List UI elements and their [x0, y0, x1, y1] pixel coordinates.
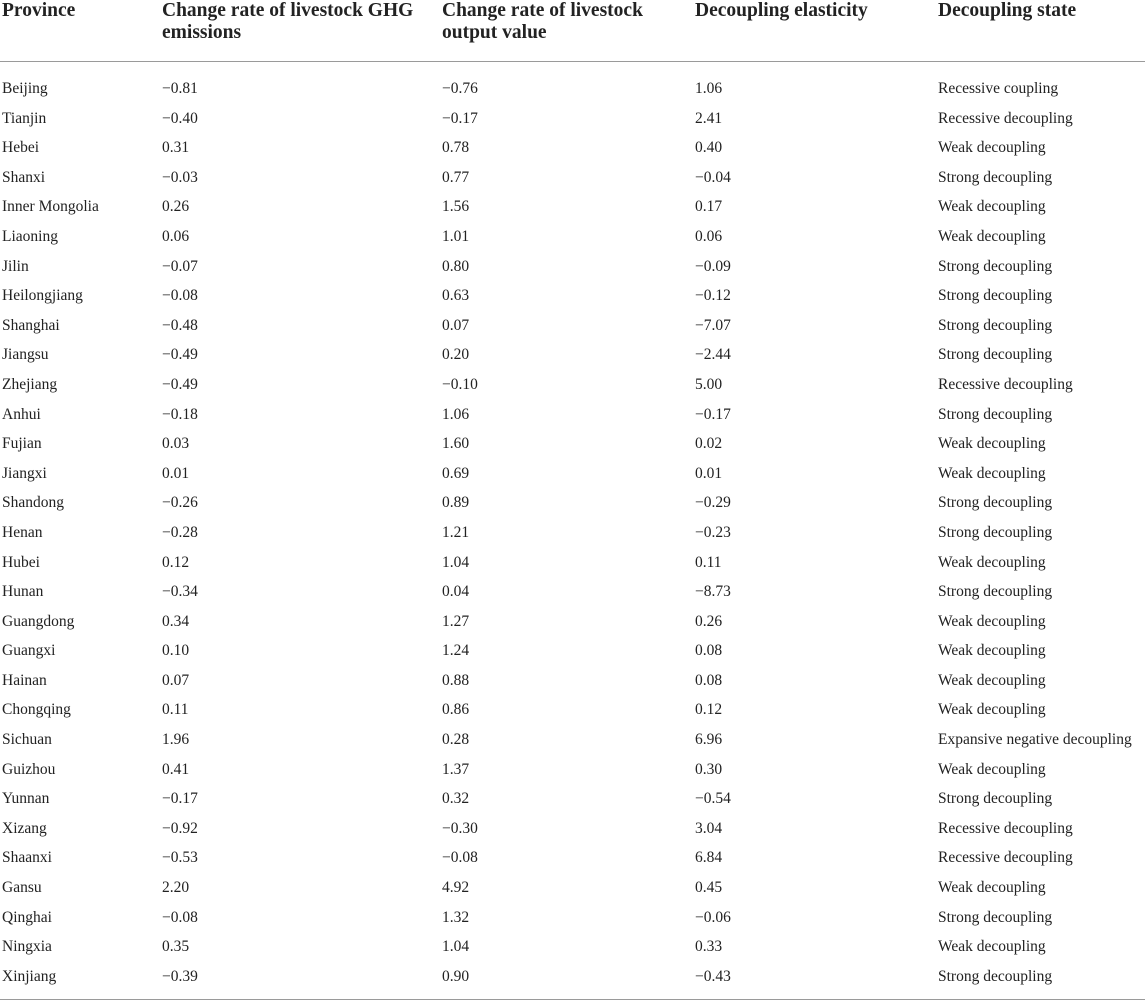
table-row — [0, 843, 1145, 873]
province-cell: Guizhou — [2, 760, 56, 778]
province-cell: Jiangsu — [2, 346, 49, 364]
decoupling-elasticity-cell: −0.09 — [695, 257, 731, 275]
decoupling-elasticity-cell: 5.00 — [695, 375, 723, 393]
province-cell: Guangdong — [2, 612, 75, 630]
decoupling-state-cell: Strong decoupling — [938, 583, 1053, 601]
table-row — [0, 577, 1145, 607]
ghg-change-rate-cell: −0.08 — [162, 287, 198, 305]
decoupling-state-cell: Weak decoupling — [938, 671, 1046, 689]
decoupling-elasticity-cell: 3.04 — [695, 819, 723, 837]
decoupling-elasticity-cell: −0.12 — [695, 287, 731, 305]
decoupling-state-cell: Strong decoupling — [938, 494, 1053, 512]
decoupling-state-cell: Weak decoupling — [938, 435, 1046, 453]
decoupling-state-cell: Weak decoupling — [938, 642, 1046, 660]
ghg-change-rate-cell: 0.35 — [162, 938, 190, 956]
ghg-change-rate-cell: −0.28 — [162, 523, 198, 541]
decoupling-elasticity-cell: 1.06 — [695, 80, 723, 97]
decoupling-elasticity-cell: −8.73 — [695, 583, 731, 601]
decoupling-state-cell: Strong decoupling — [938, 523, 1053, 541]
output-change-rate-cell: 0.88 — [442, 671, 470, 689]
decoupling-elasticity-cell: −0.29 — [695, 494, 731, 512]
province-cell: Inner Mongolia — [2, 198, 99, 216]
output-change-rate-cell: 0.69 — [442, 464, 470, 482]
ghg-change-rate-cell: −0.03 — [162, 168, 198, 186]
table-row — [0, 429, 1145, 459]
province-cell: Shanxi — [2, 168, 46, 186]
table-row — [0, 903, 1145, 933]
decoupling-state-cell: Weak decoupling — [938, 879, 1046, 897]
header-output-change-rate: Change rate of livestock output value — [442, 0, 695, 62]
province-cell: Anhui — [2, 405, 41, 423]
table-row — [0, 163, 1145, 193]
decoupling-elasticity-cell: −2.44 — [695, 346, 731, 364]
province-cell: Hunan — [2, 583, 44, 601]
output-change-rate-cell: 0.77 — [442, 168, 470, 186]
table-row — [0, 518, 1145, 548]
output-change-rate-cell: 0.90 — [442, 967, 470, 985]
table-row — [0, 192, 1145, 222]
output-change-rate-cell: 1.04 — [442, 938, 470, 956]
decoupling-elasticity-cell: 0.17 — [695, 198, 723, 216]
ghg-change-rate-cell: −0.53 — [162, 849, 198, 867]
decoupling-elasticity-cell: −0.17 — [695, 405, 731, 423]
table-row — [0, 755, 1145, 785]
output-change-rate-cell: 4.92 — [442, 879, 470, 897]
decoupling-elasticity-cell: −0.43 — [695, 967, 731, 985]
province-cell: Liaoning — [2, 227, 58, 245]
province-cell: Jiangxi — [2, 464, 47, 482]
table-row — [0, 814, 1145, 844]
output-change-rate-cell: 0.28 — [442, 731, 470, 749]
output-change-rate-cell: 1.32 — [442, 908, 470, 926]
province-cell: Jilin — [2, 257, 29, 275]
province-cell: Sichuan — [2, 731, 52, 749]
output-change-rate-cell: −0.76 — [442, 80, 478, 97]
decoupling-elasticity-cell: 0.08 — [695, 642, 723, 660]
output-change-rate-cell: 0.89 — [442, 494, 470, 512]
decoupling-elasticity-cell: 0.26 — [695, 612, 723, 630]
province-cell: Shanghai — [2, 316, 60, 334]
ghg-change-rate-cell: 0.01 — [162, 464, 190, 482]
output-change-rate-cell: 0.63 — [442, 287, 470, 305]
ghg-change-rate-cell: 0.06 — [162, 227, 190, 245]
province-cell: Shandong — [2, 494, 64, 512]
output-change-rate-cell: 1.56 — [442, 198, 470, 216]
header-ghg-change-rate: Change rate of livestock GHG emissions — [162, 0, 442, 62]
decoupling-elasticity-cell: 0.08 — [695, 671, 723, 689]
decoupling-elasticity-cell: 0.40 — [695, 139, 723, 157]
decoupling-state-cell: Recessive coupling — [938, 80, 1059, 97]
output-change-rate-cell: 1.37 — [442, 760, 470, 778]
output-change-rate-cell: 1.01 — [442, 227, 470, 245]
decoupling-elasticity-cell: 2.41 — [695, 109, 723, 127]
ghg-change-rate-cell: 1.96 — [162, 731, 190, 749]
ghg-change-rate-cell: −0.08 — [162, 908, 198, 926]
table-header-row — [0, 0, 1145, 62]
decoupling-state-cell: Strong decoupling — [938, 967, 1053, 985]
province-cell: Henan — [2, 523, 43, 541]
decoupling-elasticity-cell: 0.33 — [695, 938, 723, 956]
table-row — [0, 548, 1145, 578]
table-row — [0, 932, 1145, 962]
province-cell: Heilongjiang — [2, 287, 83, 305]
table-row — [0, 636, 1145, 666]
table-row — [0, 607, 1145, 637]
ghg-change-rate-cell: 0.07 — [162, 671, 190, 689]
province-cell: Beijing — [2, 80, 48, 97]
decoupling-state-cell: Strong decoupling — [938, 287, 1053, 305]
decoupling-state-cell: Weak decoupling — [938, 553, 1046, 571]
output-change-rate-cell: −0.17 — [442, 109, 478, 127]
decoupling-state-cell: Expansive negative decoupling — [938, 731, 1132, 749]
decoupling-state-cell: Recessive decoupling — [938, 109, 1073, 127]
decoupling-state-cell: Weak decoupling — [938, 198, 1046, 216]
ghg-change-rate-cell: −0.34 — [162, 583, 198, 601]
province-cell: Hubei — [2, 553, 40, 571]
table-row — [0, 725, 1145, 755]
ghg-change-rate-cell: −0.48 — [162, 316, 198, 334]
ghg-change-rate-cell: 2.20 — [162, 879, 190, 897]
table-row — [0, 459, 1145, 489]
decoupling-state-cell: Weak decoupling — [938, 760, 1046, 778]
table-row — [0, 370, 1145, 400]
ghg-change-rate-cell: 0.31 — [162, 139, 190, 157]
header-decoupling-state: Decoupling state — [938, 0, 1145, 62]
output-change-rate-cell: 1.21 — [442, 523, 470, 541]
province-cell: Hebei — [2, 139, 40, 157]
output-change-rate-cell: 0.86 — [442, 701, 470, 719]
province-cell: Chongqing — [2, 701, 71, 719]
decoupling-state-cell: Weak decoupling — [938, 701, 1046, 719]
header-province: Province — [0, 0, 162, 62]
header-decoupling-elasticity: Decoupling elasticity — [695, 0, 938, 62]
decoupling-elasticity-cell: 0.12 — [695, 701, 723, 719]
province-cell: Xinjiang — [2, 967, 57, 985]
output-change-rate-cell: −0.10 — [442, 375, 478, 393]
province-cell: Hainan — [2, 671, 47, 689]
province-cell: Yunnan — [2, 790, 50, 808]
decoupling-elasticity-cell: −0.06 — [695, 908, 731, 926]
output-change-rate-cell: 1.24 — [442, 642, 470, 660]
decoupling-state-cell: Strong decoupling — [938, 908, 1053, 926]
table-row — [0, 666, 1145, 696]
table-row — [0, 400, 1145, 430]
province-cell: Ningxia — [2, 938, 52, 956]
table-row — [0, 962, 1145, 992]
ghg-change-rate-cell: −0.92 — [162, 819, 198, 837]
table-row — [0, 222, 1145, 252]
decoupling-state-cell: Strong decoupling — [938, 257, 1053, 275]
decoupling-state-cell: Recessive decoupling — [938, 849, 1073, 867]
decoupling-state-cell: Strong decoupling — [938, 168, 1053, 186]
output-change-rate-cell: 1.06 — [442, 405, 470, 423]
province-cell: Qinghai — [2, 908, 52, 926]
output-change-rate-cell: 0.32 — [442, 790, 470, 808]
output-change-rate-cell: 0.80 — [442, 257, 470, 275]
decoupling-state-cell: Recessive decoupling — [938, 375, 1073, 393]
table-row — [0, 133, 1145, 163]
ghg-change-rate-cell: −0.49 — [162, 346, 198, 364]
ghg-change-rate-cell: −0.17 — [162, 790, 198, 808]
ghg-change-rate-cell: 0.12 — [162, 553, 190, 571]
output-change-rate-cell: 1.60 — [442, 435, 470, 453]
decoupling-elasticity-cell: 0.06 — [695, 227, 723, 245]
decoupling-state-cell: Weak decoupling — [938, 612, 1046, 630]
ghg-change-rate-cell: −0.40 — [162, 109, 198, 127]
table-row — [0, 695, 1145, 725]
ghg-change-rate-cell: 0.10 — [162, 642, 190, 660]
ghg-change-rate-cell: 0.11 — [162, 701, 189, 719]
table-row — [0, 104, 1145, 134]
output-change-rate-cell: −0.30 — [442, 819, 478, 837]
ghg-change-rate-cell: −0.81 — [162, 80, 198, 97]
decoupling-elasticity-cell: 0.01 — [695, 464, 723, 482]
table-row — [0, 62, 1145, 104]
province-cell: Xizang — [2, 819, 47, 837]
table-row — [0, 252, 1145, 282]
decoupling-state-cell: Strong decoupling — [938, 346, 1053, 364]
decoupling-state-cell: Strong decoupling — [938, 316, 1053, 334]
ghg-change-rate-cell: 0.03 — [162, 435, 190, 453]
decoupling-elasticity-cell: −7.07 — [695, 316, 731, 334]
decoupling-elasticity-cell: −0.04 — [695, 168, 731, 186]
ghg-change-rate-cell: 0.34 — [162, 612, 190, 630]
decoupling-state-cell: Strong decoupling — [938, 405, 1053, 423]
decoupling-elasticity-cell: −0.23 — [695, 523, 731, 541]
province-cell: Gansu — [2, 879, 42, 897]
table-row — [0, 488, 1145, 518]
decoupling-state-cell: Recessive decoupling — [938, 819, 1073, 837]
province-cell: Tianjin — [2, 109, 47, 127]
decoupling-state-cell: Weak decoupling — [938, 464, 1046, 482]
table-row — [0, 784, 1145, 814]
table-row — [0, 873, 1145, 903]
output-change-rate-cell: 0.20 — [442, 346, 470, 364]
ghg-change-rate-cell: −0.26 — [162, 494, 198, 512]
table-row — [0, 281, 1145, 311]
decoupling-state-cell: Weak decoupling — [938, 227, 1046, 245]
decoupling-elasticity-cell: 0.30 — [695, 760, 723, 778]
decoupling-elasticity-cell: −0.54 — [695, 790, 731, 808]
ghg-change-rate-cell: 0.41 — [162, 760, 190, 778]
output-change-rate-cell: 0.07 — [442, 316, 470, 334]
ghg-change-rate-cell: −0.07 — [162, 257, 198, 275]
province-cell: Guangxi — [2, 642, 56, 660]
decoupling-elasticity-cell: 6.96 — [695, 731, 723, 749]
decoupling-state-cell: Weak decoupling — [938, 938, 1046, 956]
decoupling-elasticity-cell: 0.02 — [695, 435, 723, 453]
output-change-rate-cell: −0.08 — [442, 849, 478, 867]
province-cell: Shaanxi — [2, 849, 52, 867]
decoupling-state-cell: Strong decoupling — [938, 790, 1053, 808]
output-change-rate-cell: 0.04 — [442, 583, 470, 601]
ghg-change-rate-cell: −0.39 — [162, 967, 198, 985]
decoupling-state-cell: Weak decoupling — [938, 139, 1046, 157]
ghg-change-rate-cell: −0.18 — [162, 405, 198, 423]
output-change-rate-cell: 1.04 — [442, 553, 470, 571]
ghg-change-rate-cell: 0.26 — [162, 198, 190, 216]
output-change-rate-cell: 1.27 — [442, 612, 470, 630]
decoupling-elasticity-cell: 0.11 — [695, 553, 722, 571]
table-bottom-rule — [0, 999, 1145, 1000]
decoupling-elasticity-cell: 0.45 — [695, 879, 723, 897]
output-change-rate-cell: 0.78 — [442, 139, 470, 157]
table-row — [0, 311, 1145, 341]
province-cell: Fujian — [2, 435, 42, 453]
decoupling-elasticity-cell: 6.84 — [695, 849, 723, 867]
province-cell: Zhejiang — [2, 375, 58, 393]
table-row — [0, 340, 1145, 370]
ghg-change-rate-cell: −0.49 — [162, 375, 198, 393]
